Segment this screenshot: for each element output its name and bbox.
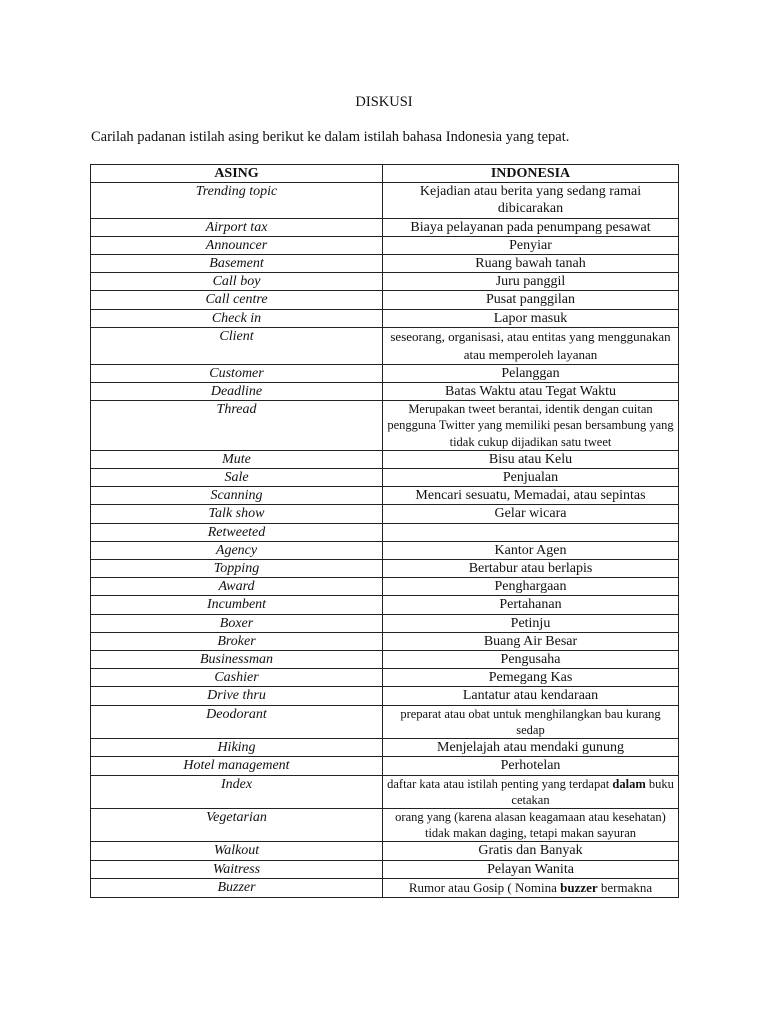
header-indonesia: INDONESIA [383,165,679,183]
asing-cell: Deodorant [91,705,383,738]
table-row [91,775,679,808]
indonesia-cell: Merupakan tweet berantai, identik dengan cuitan pengguna Twitter yang memiliki pesan bersambung yang tidak cukup dijadikan satu tweet [383,401,679,451]
asing-cell: Cashier [91,669,383,687]
table-row [91,218,679,236]
table-row [91,401,679,451]
indonesia-cell: Batas Waktu atau Tegat Waktu [383,383,679,401]
asing-cell: Hiking [91,739,383,757]
indonesia-cell: Kantor Agen [383,541,679,559]
indonesia-cell: Pusat panggilan [383,291,679,309]
asing-cell: Incumbent [91,596,383,614]
table-row [91,236,679,254]
indonesia-cell: Pengusaha [383,651,679,669]
document-title: DISKUSI [355,94,413,110]
asing-cell: Trending topic [91,183,383,218]
table-row [91,327,679,364]
indonesia-cell: Pemegang Kas [383,669,679,687]
indonesia-cell: Lantatur atau kendaraan [383,687,679,705]
table-row [91,273,679,291]
indonesia-cell: Bertabur atau berlapis [383,560,679,578]
table-row [91,523,679,541]
asing-cell: Retweeted [91,523,383,541]
asing-cell: Sale [91,469,383,487]
asing-cell: Drive thru [91,687,383,705]
table-row [91,291,679,309]
header-asing: ASING [91,165,383,183]
asing-cell: Talk show [91,505,383,523]
table-row [91,687,679,705]
index-text-bold: dalam [612,776,646,791]
indonesia-cell: Biaya pelayanan pada penumpang pesawat [383,218,679,236]
asing-cell: Walkout [91,842,383,860]
indonesia-cell: Juru panggil [383,273,679,291]
table-row [91,632,679,650]
indonesia-cell: preparat atau obat untuk menghilangkan bau kurang sedap [383,705,679,738]
asing-cell: Businessman [91,651,383,669]
asing-cell: Hotel management [91,757,383,775]
table-row [91,383,679,401]
asing-cell: Mute [91,450,383,468]
indonesia-cell: Petinju [383,614,679,632]
asing-cell: Announcer [91,236,383,254]
indonesia-cell: Pertahanan [383,596,679,614]
asing-cell: Call centre [91,291,383,309]
asing-cell: Basement [91,255,383,273]
index-text-before: daftar kata atau istilah penting yang terdapat [387,776,613,791]
indonesia-cell: Penghargaan [383,578,679,596]
asing-cell: Topping [91,560,383,578]
asing-cell: Agency [91,541,383,559]
asing-cell: Scanning [91,487,383,505]
table-row [91,255,679,273]
table-row [91,739,679,757]
asing-cell: Award [91,578,383,596]
table-row [91,487,679,505]
indonesia-cell: Perhotelan [383,757,679,775]
indonesia-cell: Bisu atau Kelu [383,450,679,468]
table-header-row [91,165,679,183]
table-row [91,541,679,559]
table-row [91,596,679,614]
indonesia-cell: Gratis dan Banyak [383,842,679,860]
instruction-text: Carilah padanan istilah asing berikut ke dalam istilah bahasa Indonesia yang tepat. [91,129,570,145]
asing-cell: Boxer [91,614,383,632]
glossary-table [90,164,679,898]
indonesia-cell: Pelanggan [383,364,679,382]
indonesia-cell [383,523,679,541]
indonesia-cell: Penjualan [383,469,679,487]
asing-cell: Thread [91,401,383,451]
buzzer-text-after: bermakna [597,879,653,895]
indonesia-cell: Lapor masuk [383,309,679,327]
table-row [91,651,679,669]
indonesia-cell [383,878,679,897]
asing-cell: Call boy [91,273,383,291]
table-row [91,505,679,523]
indonesia-cell: seseorang, organisasi, atau entitas yang menggunakan atau memperoleh layanan [383,327,679,364]
table-row [91,705,679,738]
table-row [91,309,679,327]
asing-cell: Vegetarian [91,808,383,841]
table-row [91,614,679,632]
indonesia-cell: Kejadian atau berita yang sedang ramai dibicarakan [383,183,679,218]
table-row [91,578,679,596]
table-row [91,842,679,860]
table-row [91,669,679,687]
table-row [91,469,679,487]
table-row [91,808,679,841]
table-row [91,183,679,218]
table-row [91,364,679,382]
indonesia-cell: Penyiar [383,236,679,254]
indonesia-cell: Ruang bawah tanah [383,255,679,273]
buzzer-text-bold: buzzer [560,879,598,895]
asing-cell: Airport tax [91,218,383,236]
indonesia-cell: Pelayan Wanita [383,860,679,878]
asing-cell: Index [91,775,383,808]
table-row [91,450,679,468]
asing-cell: Check in [91,309,383,327]
indonesia-cell: Buang Air Besar [383,632,679,650]
indonesia-cell: Mencari sesuatu, Memadai, atau sepintas [383,487,679,505]
index-text-after: buku cetakan [511,776,674,807]
asing-cell: Client [91,327,383,364]
asing-cell: Deadline [91,383,383,401]
indonesia-cell [383,775,679,808]
asing-cell: Buzzer [91,878,383,897]
asing-cell: Waitress [91,860,383,878]
asing-cell: Broker [91,632,383,650]
indonesia-cell: orang yang (karena alasan keagamaan atau kesehatan) tidak makan daging, tetapi makan sayuran [383,808,679,841]
table-row [91,860,679,878]
table-row [91,757,679,775]
indonesia-cell: Menjelajah atau mendaki gunung [383,739,679,757]
table-row [91,878,679,897]
table-row [91,560,679,578]
buzzer-text-before: Rumor atau Gosip ( Nomina [408,879,561,895]
asing-cell: Customer [91,364,383,382]
indonesia-cell: Gelar wicara [383,505,679,523]
